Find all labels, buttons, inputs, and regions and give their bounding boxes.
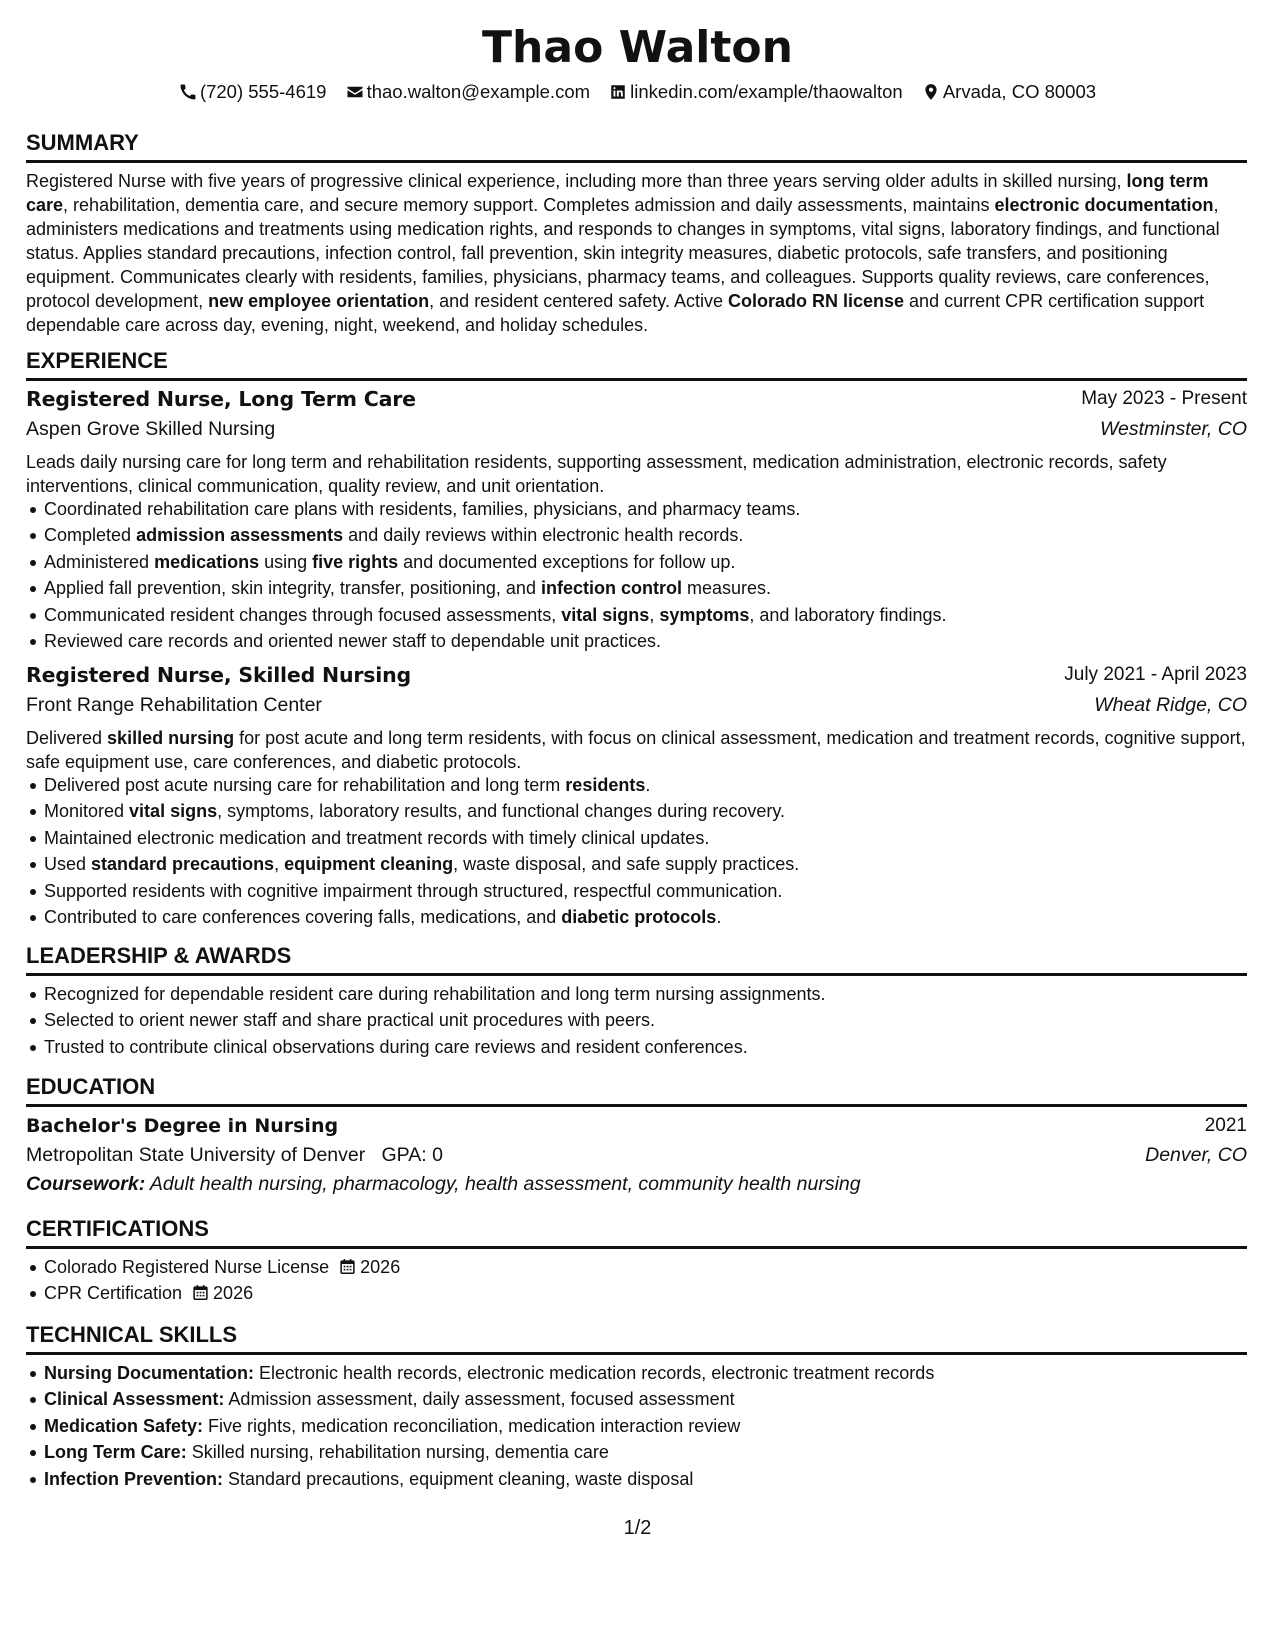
text-run: Reviewed care records and oriented newer staff to dependable unit practices. [44, 631, 662, 652]
text-run: Delivered [26, 728, 108, 748]
text-run: Coordinated rehabilitation care plans with residents, families, physicians, and pharmacy teams. [44, 499, 801, 519]
text-run: , and laboratory findings. [749, 604, 947, 625]
emphasis-text: equipment cleaning [284, 854, 454, 875]
job-header [26, 661, 1247, 689]
text-run: and daily reviews within electronic health records. [343, 525, 744, 546]
emphasis-text: medications [154, 551, 260, 572]
coursework-line [26, 1170, 1247, 1198]
skill-item [44, 1360, 1247, 1386]
skill-value: Skilled nursing, rehabilitation nursing, dementia care [191, 1442, 609, 1463]
bullet-item [44, 522, 1247, 548]
skills-list [26, 1360, 1247, 1492]
text-run: measures. [681, 578, 771, 599]
skill-value: Electronic health records, electronic medication records, electronic treatment records [259, 1363, 935, 1383]
calendar-icon [192, 1284, 209, 1301]
bullet-item [44, 878, 1247, 904]
certification-item [44, 1280, 1247, 1306]
emphasis-text: vital signs [129, 801, 218, 822]
school-location: Denver, CO [1145, 1144, 1247, 1166]
bullet-item [44, 575, 1247, 601]
text-run: Completed [44, 525, 137, 546]
text-run: Used [44, 854, 92, 875]
job-subheader [26, 691, 1247, 719]
bullet-item [44, 496, 1247, 522]
skill-label: Long Term Care: [44, 1442, 187, 1463]
emphasis-text: long term care [26, 171, 1209, 215]
map-pin-icon [922, 83, 940, 101]
text-run: . [645, 775, 651, 795]
emphasis-text: infection control [540, 578, 682, 599]
job-title: Registered Nurse, Skilled Nursing [26, 663, 411, 687]
text-run: Communicated resident changes through focused assessments, [44, 604, 562, 625]
emphasis-text: diabetic protocols [561, 907, 717, 928]
bullet-item [44, 904, 1247, 930]
contact-line [0, 80, 1275, 104]
text-run: , rehabilitation, dementia care, and secure memory support. Completes admission and daily assessments, maintains [63, 195, 995, 215]
text-run: , [649, 604, 660, 625]
text-run: Trusted to contribute clinical observations during care reviews and resident conferences. [44, 1036, 748, 1057]
text-run: , symptoms, laboratory results, and functional changes during recovery. [217, 801, 786, 822]
job-bullets [26, 772, 1247, 930]
skill-value: Standard precautions, equipment cleaning, waste disposal [228, 1468, 694, 1489]
emphasis-text: electronic documentation [994, 195, 1214, 215]
emphasis-text: standard precautions [91, 854, 275, 875]
job-bullets [26, 496, 1247, 654]
section-title-leadership: LEADERSHIP & AWARDS [26, 942, 1247, 976]
skill-label: Clinical Assessment: [44, 1389, 225, 1410]
certification-year: 2026 [360, 1257, 401, 1277]
contact-email[interactable] [346, 80, 590, 104]
text-run: and documented exceptions for follow up. [398, 551, 736, 572]
emphasis-text: admission assessments [136, 525, 344, 546]
text-run: , [274, 854, 285, 875]
job-dates: July 2021 - April 2023 [1064, 664, 1247, 685]
skill-item [44, 1466, 1247, 1492]
text-run: Monitored [44, 801, 130, 822]
emphasis-text: Colorado RN license [728, 291, 905, 311]
text-run: Contributed to care conferences covering falls, medications, and [44, 907, 562, 928]
bullet-item [44, 602, 1247, 628]
certification-item [44, 1254, 1247, 1280]
certification-name: Colorado Registered Nurse License [44, 1257, 330, 1277]
text-run: Administered [44, 551, 155, 572]
candidate-name: Thao Walton [482, 22, 793, 73]
bullet-item [44, 628, 1247, 654]
bullet-item [44, 981, 1247, 1007]
text-run: Registered Nurse with five years of progressive clinical experience, including more than three years serving older adults in skilled nursing, [26, 171, 1127, 191]
job-title: Registered Nurse, Long Term Care [26, 387, 416, 411]
bullet-item [44, 772, 1247, 798]
text-run: Supported residents with cognitive impairment through structured, respectful communication. [44, 880, 783, 901]
page-number: 1/2 [623, 1517, 652, 1539]
job-subheader [26, 415, 1247, 443]
bullet-item [44, 825, 1247, 851]
text-run: Applied fall prevention, skin integrity, transfer, positioning, and [44, 578, 541, 599]
job-organization: Aspen Grove Skilled Nursing [26, 418, 276, 440]
section-title-summary: SUMMARY [26, 129, 1247, 163]
text-run: Maintained electronic medication and treatment records with timely clinical updates. [44, 827, 710, 848]
text-run: and current CPR certification support dependable care across day, evening, night, weekend, and holiday schedules. [26, 291, 1205, 335]
certification-year: 2026 [213, 1283, 254, 1304]
text-run: for post acute and long term residents, with focus on clinical assessment, medication and treatment records, cognitive support, safe equipment use, care conferences, and diabetic protocols. [26, 728, 1246, 772]
text-run: , waste disposal, and safe supply practices. [453, 854, 800, 875]
emphasis-text: vital signs [561, 604, 650, 625]
text-run: Selected to orient newer staff and share practical unit procedures with peers. [44, 1010, 656, 1031]
text-run: Delivered post acute nursing care for rehabilitation and long term [44, 775, 566, 795]
certification-name: CPR Certification [44, 1283, 183, 1304]
job-location: Westminster, CO [1099, 418, 1247, 440]
section-title-skills: TECHNICAL SKILLS [26, 1321, 1247, 1355]
phone-text: (720) 555-4619 [199, 81, 327, 102]
emphasis-text: residents [565, 775, 646, 795]
emphasis-text: new employee orientation [208, 291, 430, 311]
email-text: thao.walton@example.com [366, 81, 591, 102]
contact-location [922, 80, 1096, 104]
school-name: Metropolitan State University of Denver [26, 1144, 366, 1166]
education-header [26, 1112, 1247, 1140]
contact-phone[interactable] [179, 80, 327, 104]
skill-label: Nursing Documentation: [44, 1363, 254, 1383]
section-title-education: EDUCATION [26, 1073, 1247, 1107]
text-run: , administers medications and treatments using medication rights, and responds to changes in symptoms, vital signs, laboratory findings, and functional status. Applies standard precautions, infection control, fall prevention, skin integrity measures, diabetic protocols, safe transfers, and positioning equipment. Communicates clearly with residents, families, physicians, pharmacy teams, and colleagues. Supports quality reviews, care conferences, protocol development, [26, 195, 1220, 311]
skill-item [44, 1386, 1247, 1412]
calendar-icon [339, 1258, 356, 1275]
location-text: Arvada, CO 80003 [942, 81, 1097, 102]
job-dates: May 2023 - Present [1081, 388, 1247, 409]
envelope-icon [346, 83, 364, 101]
emphasis-text: five rights [312, 551, 399, 572]
certification-list [26, 1254, 1247, 1307]
leadership-bullets [26, 981, 1247, 1060]
text-run: using [259, 551, 313, 572]
bullet-item [44, 851, 1247, 877]
section-title-experience: EXPERIENCE [26, 347, 1247, 381]
bullet-item [44, 1007, 1247, 1033]
summary-paragraph [26, 169, 1247, 337]
emphasis-text: symptoms [659, 604, 750, 625]
skill-value: Admission assessment, daily assessment, focused assessment [228, 1389, 735, 1410]
job-description [26, 726, 1247, 774]
text-run: , and resident centered safety. Active [429, 291, 728, 311]
job-location: Wheat Ridge, CO [1094, 694, 1247, 716]
emphasis-text: skilled nursing [107, 728, 235, 748]
job-description [26, 450, 1247, 498]
skill-label: Infection Prevention: [44, 1468, 224, 1489]
skill-label: Medication Safety: [44, 1415, 204, 1436]
coursework-label: Coursework: [26, 1173, 146, 1195]
bullet-item [44, 549, 1247, 575]
degree-name: Bachelor's Degree in Nursing [26, 1115, 339, 1137]
linkedin-icon [609, 83, 627, 101]
gpa: GPA: 0 [381, 1144, 443, 1166]
job-header [26, 385, 1247, 413]
text-run: . [716, 907, 722, 928]
skill-item [44, 1439, 1247, 1465]
text-run: Leads daily nursing care for long term and rehabilitation residents, supporting assessment, medication administration, electronic records, safety interventions, clinical communication, quality review, and unit orientation. [26, 452, 1167, 496]
coursework-text: Adult health nursing, pharmacology, health assessment, community health nursing [149, 1173, 861, 1195]
bullet-item [44, 798, 1247, 824]
skill-value: Five rights, medication reconciliation, medication interaction review [208, 1415, 741, 1436]
job-organization: Front Range Rehabilitation Center [26, 694, 322, 716]
contact-linkedin[interactable] [609, 80, 903, 104]
education-subheader [26, 1141, 1247, 1169]
linkedin-text: linkedin.com/example/thaowalton [630, 81, 903, 102]
text-run: Recognized for dependable resident care during rehabilitation and long term nursing assignments. [44, 984, 826, 1004]
school-line [26, 1141, 443, 1169]
skill-item [44, 1413, 1247, 1439]
section-title-certifications: CERTIFICATIONS [26, 1215, 1247, 1249]
graduation-year: 2021 [1204, 1115, 1247, 1136]
phone-icon [179, 83, 197, 101]
bullet-item [44, 1034, 1247, 1060]
